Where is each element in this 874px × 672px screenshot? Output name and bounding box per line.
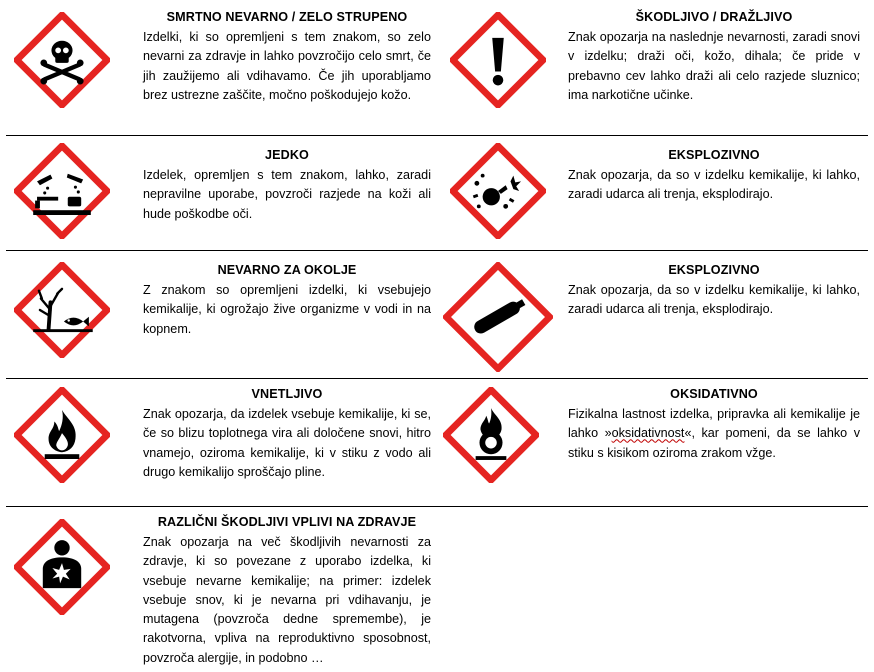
hazard-description: Znak opozarja, da so v izdelku kemikalije, ki lahko, zaradi udarca ali trenja, eksplodirajo. xyxy=(568,168,860,202)
hazard-description: Izdelek, opremljen s tem znakom, lahko, zaradi nepravilne uporabe, povzroči razjede na koži ali hude poškodbe oči. xyxy=(143,168,431,221)
hazard-title: EKSPLOZIVNO xyxy=(668,148,760,162)
hazard-description: Znak opozarja, da izdelek vsebuje kemikalije, ki se, če so blizu toplotnega vira ali določene snovi, hitro vnamejo, oziroma kemikalije, ki v stiku z vodo ali drugo kemikalijo sproščajo pline. xyxy=(143,407,431,479)
row-separator xyxy=(6,135,868,136)
exploding-bomb-icon xyxy=(450,143,546,239)
flame-over-circle-icon xyxy=(443,387,539,483)
hazard-title: OKSIDATIVNO xyxy=(670,387,758,401)
health-hazard-icon xyxy=(14,519,110,615)
hazard-title: VNETLJIVO xyxy=(251,387,323,401)
hazard-title: SMRTNO NEVARNO / ZELO STRUPENO xyxy=(166,10,408,24)
skull-crossbones-icon xyxy=(14,12,110,108)
spellcheck-marked-word: oksidativnost xyxy=(611,426,685,441)
hazard-description: Z znakom so opremljeni izdelki, ki vsebujejo kemikalije, ki ogrožajo žive organizme v vodi in na kopnem. xyxy=(143,283,431,336)
row-separator xyxy=(6,506,868,507)
flame-icon xyxy=(14,387,110,483)
hazard-description: Izdelki, ki so opremljeni s tem znakom, so zelo nevarni za zdravje in lahko povzročijo celo smrt, če jih zaužijemo ali vdihavamo. Če jih uporabljamo brez ustrezne zaščite, močno poškodujejo kožo. xyxy=(143,30,431,102)
hazard-title: JEDKO xyxy=(265,148,309,162)
hazard-title: ŠKODLJIVO / DRAŽLJIVO xyxy=(635,10,793,24)
exclamation-mark-icon xyxy=(450,12,546,108)
hazard-description: Fizikalna lastnost izdelka, pripravka ali kemikalije je lahko »oksidativnost«, kar pomeni, da se lahko v stiku s kisikom oziroma zrakom vžge. xyxy=(568,407,860,460)
corrosion-icon xyxy=(14,143,110,239)
hazard-description: Znak opozarja na več škodljivih nevarnosti za zdravje, ki so povezane z uporabo izdelka, ki vsebuje nevarne kemikalije; na primer: izdelek vsebuje snov, ki je nevarna pri vdihavanju, je mutagena (povzroča dedne spremembe), je rakotvorna, vpliva na reproduktivno sposobnost, povzroča alergije, in podobno … xyxy=(143,535,431,665)
gas-cylinder-icon xyxy=(443,262,553,372)
hazard-title: NEVARNO ZA OKOLJE xyxy=(217,263,357,277)
hazard-title: EKSPLOZIVNO xyxy=(668,263,760,277)
environment-dead-tree-fish-icon xyxy=(14,262,110,358)
row-separator xyxy=(6,250,868,251)
row-separator xyxy=(6,378,868,379)
hazard-title: RAZLIČNI ŠKODLJIVI VPLIVI NA ZDRAVJE xyxy=(157,515,417,529)
hazard-description: Znak opozarja na naslednje nevarnosti, zaradi snovi v izdelku; draži oči, kožo, dihala; če pride v prebavno cev lahko draži ali celo razjede sluznico; ima narkotične učinke. xyxy=(568,30,860,102)
hazard-description: Znak opozarja, da so v izdelku kemikalije, ki lahko, zaradi udarca ali trenja, eksplodirajo. xyxy=(568,283,860,317)
